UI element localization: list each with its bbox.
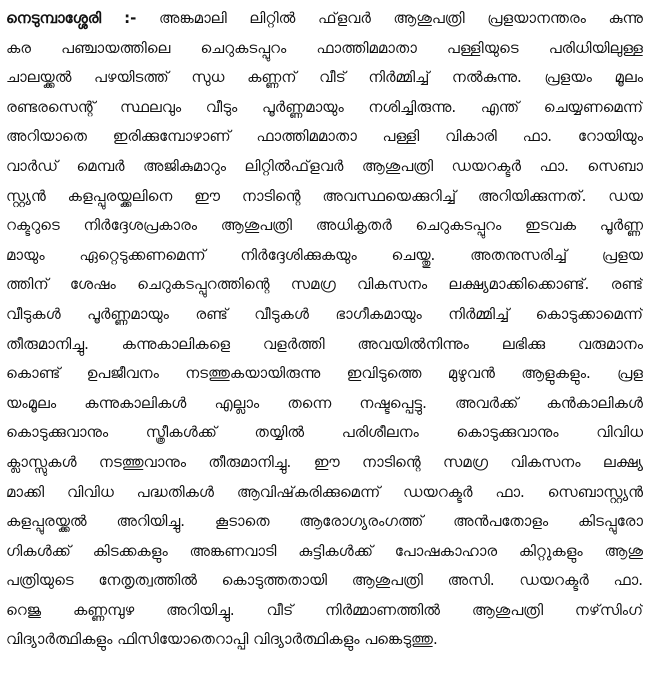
article-line-3: ചാലയ്ക്കല്‍ പഴയിടത്ത് സുധ കണ്ണന് വീട് നിര്‍മ്മിച്ച് നല്‍കുന്നു. പ്രളയം മൂലം bbox=[6, 68, 643, 87]
article-line-8: റക്ടറുടെ നിര്‍ദ്ദേശപ്രകാരം ആശുപത്രി അധികൃതര്‍ ചെറുകടപ്പുറം ഇടവക പൂര്‍ണ്ണ bbox=[6, 216, 643, 235]
article-line-17: മാക്കി വിവിധ പദ്ധതികള്‍ ആവിഷ്‌കരിക്കുമെന്ന് ഡയറക്ടര്‍ ഫാ. സെബാസ്റ്റ്യന്‍ bbox=[6, 482, 643, 501]
article-line-13: കൊണ്ട് ഉപജീവനം നടത്തുകയായിരുന്നു ഇവിടുത്തെ മുഴുവന്‍ ആളുകളും. പ്രള bbox=[6, 364, 643, 383]
article-line-11: വീടുകള്‍ പൂര്‍ണ്ണമായും രണ്ട് വീടുകള്‍ ഭാഗീകമായും നിര്‍മ്മിച്ച് കൊടുക്കാമെന്ന് bbox=[6, 304, 643, 323]
article-line-20: പത്രിയുടെ നേതൃത്വത്തില്‍ കൊടുത്തതായി ആശുപത്രി അസി. ഡയറക്ടര്‍ ഫാ. bbox=[6, 571, 643, 590]
article-line-14: യംമൂലം കന്നുകാലികള്‍ എല്ലാം തന്നെ നഷ്ടപ്പെട്ടു. അവര്‍ക്ക് കന്‍കാലികള്‍ bbox=[6, 393, 643, 412]
article-line-6: വാര്‍ഡ് മെമ്പര്‍ അജികുമാറും ലിറ്റില്‍ഫ്‌ളവര്‍ ആശുപത്രി ഡയറക്ടര്‍ ഫാ. സെബാ bbox=[6, 156, 643, 175]
news-article bbox=[6, 4, 643, 655]
article-line-10: ത്തിന് ശേഷം ചെറുകടപ്പുറത്തിന്റെ സമഗ്ര വികസനം ലക്ഷ്യമാക്കിക്കൊണ്ട്. രണ്ട് bbox=[6, 275, 643, 294]
article-line-16: ക്ലാസ്സുകള്‍ നടത്തുവാനും തീരുമാനിച്ചു. ഈ നാടിന്റെ സമഗ്ര വികസനം ലക്ഷ്യ bbox=[6, 452, 643, 471]
article-lead-text: അങ്കമാലി ലിറ്റില്‍ ഫ്‌ളവര്‍ ആശുപത്രി പ്രളയാനന്തരം കുന്നു bbox=[136, 9, 643, 27]
article-line-22: വിദ്യാര്‍ത്ഥികളും ഫിസിയോതെറാപ്പി വിദ്യാര്‍ത്ഥികളും പങ്കെടുത്തു. bbox=[6, 630, 438, 649]
article-line-4: രണ്ടരസെന്റ് സ്ഥലവും വീടും പൂര്‍ണ്ണമായും നശിച്ചിരുന്നു. എന്ത് ചെയ്യണമെന്ന് bbox=[6, 97, 643, 116]
article-line-5: അറിയാതെ ഇരിക്കുമ്പോഴാണ് ഫാത്തിമമാതാ പള്ളി വികാരി ഫാ. റോയിയും bbox=[6, 127, 643, 146]
article-line-7: സ്റ്റ്യന്‍ കളപ്പുരയ്ക്കലിനെ ഈ നാടിന്റെ അവസ്ഥയെക്കുറിച്ച് അറിയിക്കുന്നത്. ഡയ bbox=[6, 186, 643, 205]
dateline: നെടുമ്പാശ്ശേരി :- bbox=[6, 9, 137, 27]
article-line-15: കൊടുക്കുവാനും സ്ത്രീകള്‍ക്ക് തയ്യില്‍ പരിശീലനം കൊടുക്കുവാനും വിവിധ bbox=[6, 423, 643, 442]
article-line-18: കളപ്പുരയ്ക്കല്‍ അറിയിച്ചു. കൂടാതെ ആരോഗ്യരംഗത്ത് അന്‍പതോളം കിടപ്പുരോ bbox=[6, 512, 643, 531]
article-line-21: റെജു കണ്ണമ്പുഴ അറിയിച്ചു. വീട് നിര്‍മ്മാണത്തില്‍ ആശുപത്രി നഴ്‌സിംഗ് bbox=[6, 600, 643, 619]
article-line-2: കര പഞ്ചായത്തിലെ ചെറുകടപ്പുറം ഫാത്തിമമാതാ പള്ളിയുടെ പരിധിയിലുള്ള bbox=[6, 38, 643, 57]
article-line-9: മായും ഏറ്റെടുക്കണമെന്ന് നിര്‍ദ്ദേശിക്കുകയും ചെയ്തു. അതനുസരിച്ച് പ്രളയ bbox=[6, 245, 643, 264]
article-line-19: ഗികള്‍ക്ക് കിടക്കകളും അങ്കണവാടി കുട്ടികള്‍ക്ക് പോഷകാഹാര കിറ്റുകളും ആശു bbox=[6, 541, 643, 560]
article-line-1 bbox=[6, 4, 643, 34]
article-line-12: തീരുമാനിച്ചു. കന്നുകാലികളെ വളര്‍ത്തി അവയില്‍നിന്നും ലഭിക്കു വരുമാനം bbox=[6, 334, 643, 353]
